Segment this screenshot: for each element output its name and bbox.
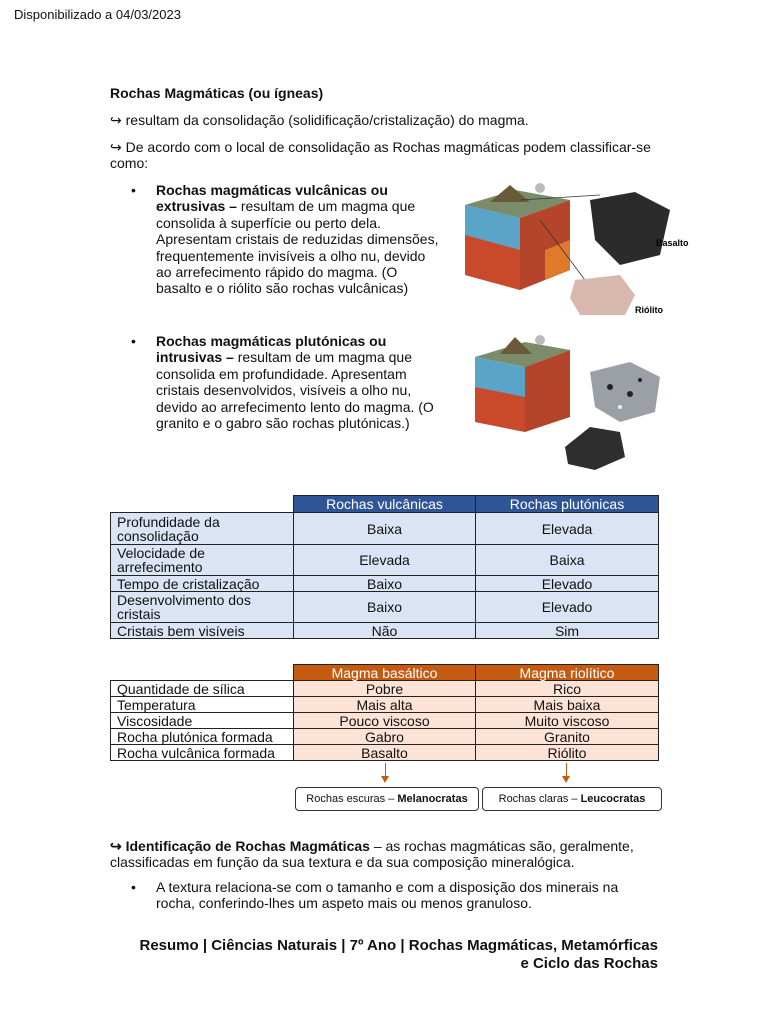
plutonic-text: granito e o gabro são rochas plutónicas.) bbox=[156, 415, 410, 432]
table-corner bbox=[111, 496, 294, 513]
arrow-line bbox=[566, 763, 567, 777]
table-cell: Pobre bbox=[294, 681, 476, 697]
table-cell: Mais alta bbox=[294, 697, 476, 713]
availability-note: Disponibilizado a 04/03/2023 bbox=[14, 7, 181, 22]
row-label: Cristais bem visíveis bbox=[111, 623, 294, 639]
plutonic-title: Rochas magmáticas plutónicas ou bbox=[156, 333, 387, 349]
plutonic-title-cont: intrusivas – bbox=[156, 349, 238, 366]
plutonic-text: consolida em profundidade. Apresentam bbox=[156, 365, 407, 382]
plutonic-text: resultam de um magma que bbox=[237, 349, 413, 366]
table-row bbox=[111, 713, 659, 729]
row-label: Velocidade de arrefecimento bbox=[111, 545, 294, 576]
plutonic-text: devido ao arrefecimento lento do magma. (O bbox=[156, 398, 434, 415]
consolidation-line: ↪ resultam da consolidação (solidificação/cristalização) do magma. bbox=[110, 112, 529, 128]
footer-title bbox=[139, 937, 658, 973]
leucocratic-label bbox=[482, 787, 662, 811]
table-cell: Mais baixa bbox=[476, 697, 659, 713]
rhyolite-label: Riólito bbox=[635, 305, 663, 315]
leucocratic-prefix: Rochas claras – bbox=[498, 793, 581, 805]
table-row bbox=[111, 513, 659, 545]
row-label: Profundidade da consolidação bbox=[111, 513, 294, 545]
arrow-line bbox=[385, 763, 386, 777]
table-cell: Baixo bbox=[294, 576, 476, 592]
identification-title: ↪ Identificação de Rochas Magmáticas bbox=[110, 838, 370, 854]
melanocratic-prefix: Rochas escuras – bbox=[306, 793, 398, 805]
table-cell: Elevada bbox=[476, 513, 659, 545]
table-cell: Pouco viscoso bbox=[294, 713, 476, 729]
table-cell: Rico bbox=[476, 681, 659, 697]
volcanic-title-cont: extrusivas – bbox=[156, 198, 241, 215]
table-cell: Baixa bbox=[476, 545, 659, 576]
table-cell: Elevado bbox=[476, 576, 659, 592]
volcanic-text: consolida à superfície ou perto dela. bbox=[156, 214, 381, 231]
texture-text: A textura relaciona-se com o tamanho e com a disposição dos minerais na bbox=[156, 879, 619, 895]
basalt-label: Basalto bbox=[656, 238, 689, 248]
table-row bbox=[111, 576, 659, 592]
row-label: Rocha plutónica formada bbox=[111, 729, 294, 745]
table-cell: Sim bbox=[476, 623, 659, 639]
row-label: Tempo de cristalização bbox=[111, 576, 294, 592]
table-row bbox=[111, 623, 659, 639]
table-row bbox=[111, 681, 659, 697]
table-cell: Basalto bbox=[294, 745, 476, 761]
bullet-dot: • bbox=[131, 879, 136, 895]
table-cell: Baixo bbox=[294, 592, 476, 623]
table-row bbox=[111, 592, 659, 623]
bullet-dot: • bbox=[131, 182, 136, 198]
table-cell: Elevado bbox=[476, 592, 659, 623]
row-label: Rocha vulcânica formada bbox=[111, 745, 294, 761]
leucocratic-term: Leucocratas bbox=[580, 793, 646, 805]
volcanic-text: frequentemente invisíveis a olho nu, devido bbox=[156, 247, 426, 264]
plutonic-rocks-illustration bbox=[470, 332, 670, 472]
plutonic-bullet bbox=[156, 333, 456, 431]
table-cell: Não bbox=[294, 623, 476, 639]
column-header: Rochas plutónicas bbox=[476, 496, 659, 513]
classification-intro-line2: como: bbox=[110, 155, 149, 171]
table-cell: Muito viscoso bbox=[476, 713, 659, 729]
plutonic-text: cristais desenvolvidos, visíveis a olho nu, bbox=[156, 382, 412, 399]
table-row bbox=[111, 729, 659, 745]
texture-bullet bbox=[156, 879, 656, 912]
melanocratic-label bbox=[295, 787, 479, 811]
section-title: Rochas Magmáticas (ou ígneas) bbox=[110, 85, 324, 101]
volcanic-bullet bbox=[156, 182, 456, 297]
bullet-dot: • bbox=[131, 333, 136, 349]
table-cell: Baixa bbox=[294, 513, 476, 545]
table-corner bbox=[111, 665, 294, 681]
magma-comparison-table bbox=[110, 664, 659, 761]
melanocratic-term: Melanocratas bbox=[397, 793, 468, 805]
arrow-down-icon bbox=[381, 776, 389, 783]
column-header: Rochas vulcânicas bbox=[294, 496, 476, 513]
table-cell: Gabro bbox=[294, 729, 476, 745]
table-cell: Granito bbox=[476, 729, 659, 745]
row-label: Desenvolvimento dos cristais bbox=[111, 592, 294, 623]
row-label: Viscosidade bbox=[111, 713, 294, 729]
classification-intro-line1: ↪ De acordo com o local de consolidação as Rochas magmáticas podem classificar-se bbox=[110, 139, 651, 155]
row-label: Quantidade de sílica bbox=[111, 681, 294, 697]
volcanic-text: basalto e o riólito são rochas vulcânicas) bbox=[156, 280, 409, 297]
texture-text: rocha, conferindo-lhes um aspeto mais ou menos granuloso. bbox=[156, 895, 532, 912]
volcanic-rocks-illustration bbox=[460, 180, 700, 320]
table-row bbox=[111, 745, 659, 761]
rock-comparison-table bbox=[110, 495, 659, 639]
column-header: Magma basáltico bbox=[294, 665, 476, 681]
arrow-down-icon bbox=[562, 776, 570, 783]
footer-line: Resumo | Ciências Naturais | 7º Ano | Rochas Magmáticas, Metamórficas bbox=[139, 937, 658, 954]
table-cell: Riólito bbox=[476, 745, 659, 761]
table-cell: Elevada bbox=[294, 545, 476, 576]
volcanic-text: Apresentam cristais de reduzidas dimensões, bbox=[156, 231, 439, 248]
identification-text: – as rochas magmáticas são, geralmente, bbox=[369, 838, 634, 854]
volcanic-text: resultam de um magma que bbox=[240, 198, 416, 215]
row-label: Temperatura bbox=[111, 697, 294, 713]
volcanic-title: Rochas magmáticas vulcânicas ou bbox=[156, 182, 388, 198]
classification-intro bbox=[110, 139, 670, 171]
volcanic-text: ao arrefecimento rápido do magma. (O bbox=[156, 264, 398, 281]
identification-text: classificadas em função da sua textura e da sua composição mineralógica. bbox=[110, 854, 575, 870]
identification-paragraph bbox=[110, 838, 670, 870]
table-row bbox=[111, 697, 659, 713]
footer-line: e Ciclo das Rochas bbox=[520, 955, 658, 972]
table-row bbox=[111, 545, 659, 576]
column-header: Magma riolítico bbox=[476, 665, 659, 681]
